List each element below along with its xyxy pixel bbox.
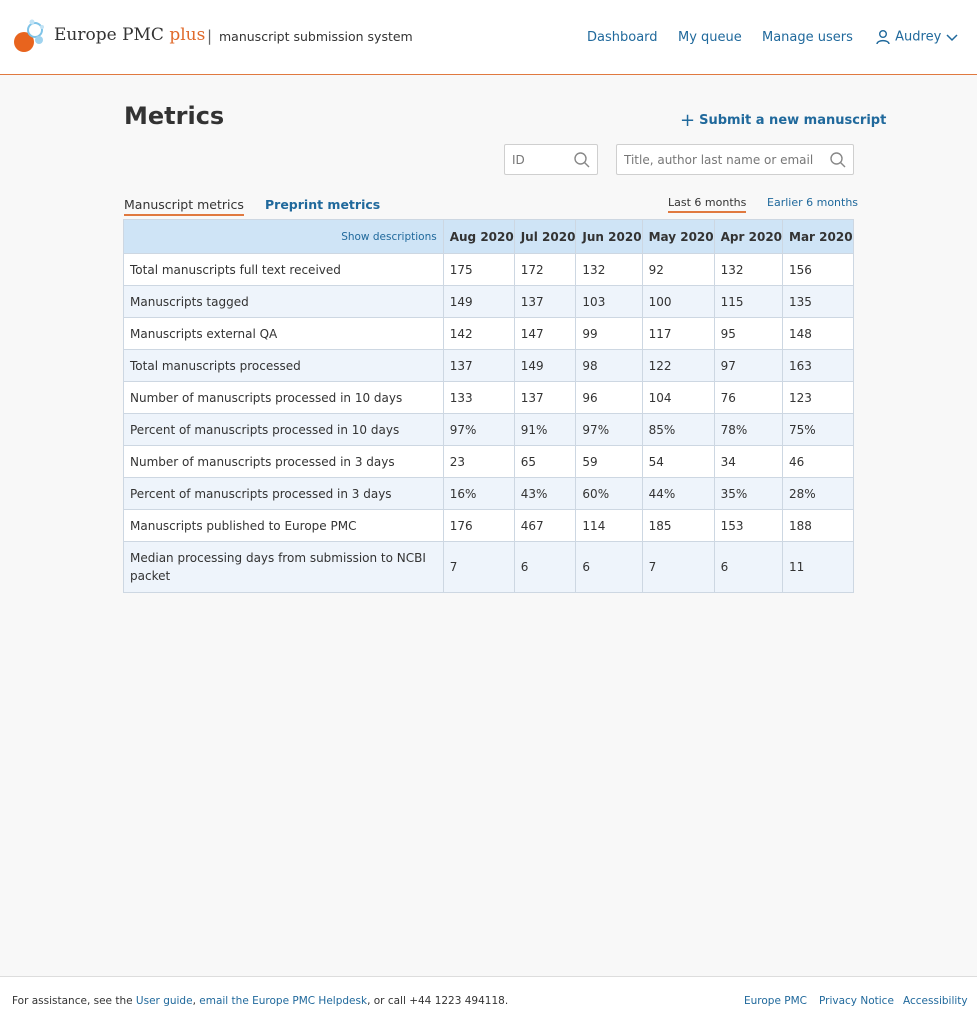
footer xyxy=(0,976,977,1024)
metric-value: 34 xyxy=(714,446,782,478)
metric-value: 123 xyxy=(783,382,854,414)
footer-assistance xyxy=(12,995,508,1007)
search-icon[interactable] xyxy=(829,151,847,169)
metric-value: 172 xyxy=(514,254,576,286)
title-search-input[interactable] xyxy=(617,145,853,174)
logo-plus: plus xyxy=(169,25,206,45)
metrics-table xyxy=(123,219,854,593)
metric-value: 135 xyxy=(783,286,854,318)
metric-label: Manuscripts tagged xyxy=(124,286,444,318)
metric-label: Manuscripts external QA xyxy=(124,318,444,350)
table-header-row xyxy=(124,220,854,254)
metric-value: 103 xyxy=(576,286,642,318)
column-header: Jun 2020 xyxy=(576,220,642,254)
metric-value: 59 xyxy=(576,446,642,478)
metric-value: 7 xyxy=(443,542,514,593)
logo-wordmark[interactable] xyxy=(54,25,205,45)
metric-label: Percent of manuscripts processed in 3 days xyxy=(124,478,444,510)
metric-label: Number of manuscripts processed in 10 days xyxy=(124,382,444,414)
metric-value: 98 xyxy=(576,350,642,382)
user-menu[interactable] xyxy=(875,29,959,47)
metric-label: Median processing days from submission to NCBI packet xyxy=(124,542,444,593)
metric-value: 99 xyxy=(576,318,642,350)
metric-value: 156 xyxy=(783,254,854,286)
metric-value: 60% xyxy=(576,478,642,510)
metric-label: Total manuscripts full text received xyxy=(124,254,444,286)
chevron-down-icon xyxy=(945,30,959,44)
column-header: Mar 2020 xyxy=(783,220,854,254)
table-row xyxy=(124,510,854,542)
column-header: May 2020 xyxy=(642,220,714,254)
logo-name: Europe PMC xyxy=(54,25,164,45)
metric-value: 137 xyxy=(514,286,576,318)
metric-value: 6 xyxy=(514,542,576,593)
show-descriptions-link[interactable]: Show descriptions xyxy=(124,220,444,254)
metric-value: 176 xyxy=(443,510,514,542)
metric-value: 75% xyxy=(783,414,854,446)
metric-value: 16% xyxy=(443,478,514,510)
metric-value: 149 xyxy=(443,286,514,318)
page-title: Metrics xyxy=(124,102,225,130)
metric-label: Number of manuscripts processed in 3 days xyxy=(124,446,444,478)
metric-value: 6 xyxy=(714,542,782,593)
metric-value: 6 xyxy=(576,542,642,593)
table-row xyxy=(124,414,854,446)
metric-value: 92 xyxy=(642,254,714,286)
metric-value: 185 xyxy=(642,510,714,542)
metric-value: 117 xyxy=(642,318,714,350)
metric-value: 142 xyxy=(443,318,514,350)
tab-manuscript-metrics[interactable]: Manuscript metrics xyxy=(124,197,244,216)
table-row xyxy=(124,318,854,350)
search-icon[interactable] xyxy=(573,151,591,169)
metric-value: 78% xyxy=(714,414,782,446)
metric-value: 23 xyxy=(443,446,514,478)
metric-value: 122 xyxy=(642,350,714,382)
metric-value: 95 xyxy=(714,318,782,350)
user-icon xyxy=(875,29,891,45)
metric-value: 188 xyxy=(783,510,854,542)
table-row xyxy=(124,254,854,286)
footer-link-privacy-notice[interactable]: Privacy Notice xyxy=(819,995,894,1007)
table-row xyxy=(124,350,854,382)
title-search xyxy=(616,144,854,175)
footer-comma: , xyxy=(192,995,200,1007)
metric-value: 97% xyxy=(443,414,514,446)
metric-value: 115 xyxy=(714,286,782,318)
metric-value: 85% xyxy=(642,414,714,446)
column-header: Jul 2020 xyxy=(514,220,576,254)
metric-value: 104 xyxy=(642,382,714,414)
metric-value: 7 xyxy=(642,542,714,593)
period-earlier-6-months[interactable]: Earlier 6 months xyxy=(767,196,859,209)
metric-value: 148 xyxy=(783,318,854,350)
table-row xyxy=(124,286,854,318)
metric-label: Percent of manuscripts processed in 10 days xyxy=(124,414,444,446)
metric-value: 28% xyxy=(783,478,854,510)
metric-value: 132 xyxy=(576,254,642,286)
submit-manuscript-label: Submit a new manuscript xyxy=(699,113,887,128)
nav-my-queue[interactable]: My queue xyxy=(678,30,742,45)
submit-manuscript-button[interactable] xyxy=(680,110,886,131)
metric-value: 153 xyxy=(714,510,782,542)
nav-dashboard[interactable]: Dashboard xyxy=(587,30,658,45)
metric-value: 97 xyxy=(714,350,782,382)
europe-pmc-logo-icon[interactable] xyxy=(10,18,46,54)
nav-manage-users[interactable]: Manage users xyxy=(762,30,853,45)
metric-value: 137 xyxy=(514,382,576,414)
metric-value: 43% xyxy=(514,478,576,510)
column-header: Aug 2020 xyxy=(443,220,514,254)
metric-value: 133 xyxy=(443,382,514,414)
logo-separator: | xyxy=(207,27,213,45)
metric-value: 97% xyxy=(576,414,642,446)
metric-value: 11 xyxy=(783,542,854,593)
metric-value: 147 xyxy=(514,318,576,350)
plus-icon: + xyxy=(680,110,696,131)
user-name: Audrey xyxy=(895,29,942,45)
metric-value: 54 xyxy=(642,446,714,478)
footer-link-accessibility[interactable]: Accessibility xyxy=(903,995,968,1007)
metric-value: 467 xyxy=(514,510,576,542)
metric-value: 96 xyxy=(576,382,642,414)
metric-value: 65 xyxy=(514,446,576,478)
metric-value: 91% xyxy=(514,414,576,446)
table-row xyxy=(124,446,854,478)
footer-link-europe-pmc[interactable]: Europe PMC xyxy=(744,995,807,1007)
app-subtitle: manuscript submission system xyxy=(219,29,413,44)
metric-value: 114 xyxy=(576,510,642,542)
id-search xyxy=(504,144,598,175)
metric-value: 44% xyxy=(642,478,714,510)
metric-value: 175 xyxy=(443,254,514,286)
footer-prefix: For assistance, see the xyxy=(12,995,136,1007)
tab-preprint-metrics[interactable]: Preprint metrics xyxy=(265,197,381,212)
period-last-6-months[interactable]: Last 6 months xyxy=(668,196,746,213)
table-row xyxy=(124,542,854,593)
metric-value: 35% xyxy=(714,478,782,510)
metric-label: Manuscripts published to Europe PMC xyxy=(124,510,444,542)
metric-value: 163 xyxy=(783,350,854,382)
table-row xyxy=(124,382,854,414)
column-header: Apr 2020 xyxy=(714,220,782,254)
metric-value: 132 xyxy=(714,254,782,286)
metric-value: 76 xyxy=(714,382,782,414)
table-row xyxy=(124,478,854,510)
metrics-table-body xyxy=(124,254,854,593)
metric-value: 46 xyxy=(783,446,854,478)
metric-value: 100 xyxy=(642,286,714,318)
top-bar xyxy=(0,0,977,75)
metric-label: Total manuscripts processed xyxy=(124,350,444,382)
metric-value: 149 xyxy=(514,350,576,382)
helpdesk-email-link[interactable]: email the Europe PMC Helpdesk xyxy=(199,995,368,1007)
footer-suffix: , or call +44 1223 494118. xyxy=(367,995,509,1007)
user-guide-link[interactable]: User guide xyxy=(135,995,193,1007)
metric-value: 137 xyxy=(443,350,514,382)
